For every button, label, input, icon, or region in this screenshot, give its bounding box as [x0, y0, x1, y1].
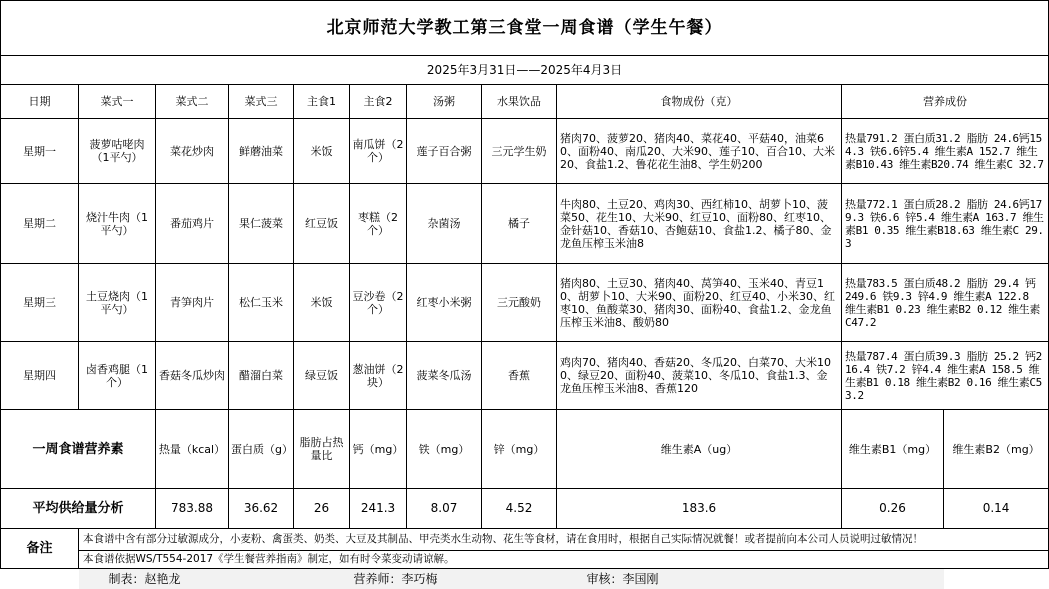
weekly-label: 一周食谱营养素 — [1, 410, 156, 489]
table-row — [1, 342, 1049, 410]
nutrition-cell: 热量772.1 蛋白质28.2 脂肪 24.6钙179.3 铁6.6 锌5.4 维生素A 163.7 维生素B1 0.35 维生素B18.63 维生素C 29.3 — [842, 184, 1049, 264]
weekly-heat: 热量（kcal） — [156, 410, 229, 489]
soup-cell: 红枣小米粥 — [407, 264, 482, 342]
dish2-cell: 番茄鸡片 — [156, 184, 229, 264]
staple2-cell: 葱油饼（2块） — [350, 342, 407, 410]
remarks-line2: 本食谱依据WS/T554-2017《学生餐营养指南》制定，如有时令菜变动请谅解。 — [79, 551, 1049, 569]
dish1-cell: 土豆烧肉（1平勺） — [79, 264, 156, 342]
dish2-cell: 香菇冬瓜炒肉 — [156, 342, 229, 410]
average-vita: 183.6 — [557, 489, 842, 529]
header-soup: 汤粥 — [407, 85, 482, 119]
weekly-header-row — [1, 410, 1049, 489]
staple1-cell: 米饭 — [294, 264, 350, 342]
dish2-cell: 青笋肉片 — [156, 264, 229, 342]
nutrition-cell: 热量783.5 蛋白质48.2 脂肪 29.4 钙 249.6 铁9.3 锌4.9 维生素A 122.8 维生素B1 0.23 维生素B2 0.12 维生素C47.2 — [842, 264, 1049, 342]
soup-cell: 莲子百合粥 — [407, 119, 482, 184]
remarks-label: 备注 — [1, 529, 79, 569]
day-label: 星期四 — [1, 342, 79, 410]
remarks-line1: 本食谱中含有部分过敏源成分，小麦粉、禽蛋类、奶类、大豆及其制品、甲壳类水生动物、花生等食材，请在食用时，根据自己实际情况就餐！或者提前向本公司人员说明过敏情况！ — [79, 529, 1049, 551]
table-row — [1, 264, 1049, 342]
nutrition-cell: 热量791.2 蛋白质31.2 脂肪 24.6钙154.3 铁6.6锌5.4 维生素A 152.7 维生素B10.43 维生素B20.74 维生素C 32.7 — [842, 119, 1049, 184]
header-day: 日期 — [1, 85, 79, 119]
signature-spacer-end — [944, 569, 1049, 589]
soup-cell: 菠菜冬瓜汤 — [407, 342, 482, 410]
average-zinc: 4.52 — [482, 489, 557, 529]
header-dish3: 菜式三 — [229, 85, 294, 119]
ingredients-cell: 猪肉70、菠萝20、猪肉40、菜花40、平菇40，油菜60、面粉40、南瓜20、大米90、莲子10、百合10、大米20、食盐1.2、鲁花花生油8、学生奶200 — [557, 119, 842, 184]
staple2-cell: 枣糕（2个） — [350, 184, 407, 264]
dish2-cell: 菜花炒肉 — [156, 119, 229, 184]
dish1-cell: 菠萝咕咾肉（1平勺） — [79, 119, 156, 184]
header-nutrition: 营养成份 — [842, 85, 1049, 119]
staple1-cell: 米饭 — [294, 119, 350, 184]
weekly-iron: 铁（mg） — [407, 410, 482, 489]
dish3-cell: 松仁玉米 — [229, 264, 294, 342]
header-dish1: 菜式一 — [79, 85, 156, 119]
reviewer-signature: 审核：李国刚 — [557, 569, 944, 589]
ingredients-cell: 鸡肉70、猪肉40、香菇20、冬瓜20、白菜70、大米100、绿豆20、面粉40、菠菜10、冬瓜10、食盐1.3、金龙鱼压榨玉米油8、香蕉120 — [557, 342, 842, 410]
weekly-calcium: 钙（mg） — [350, 410, 407, 489]
average-fat-ratio: 26 — [294, 489, 350, 529]
staple1-cell: 绿豆饭 — [294, 342, 350, 410]
fruit-cell: 三元酸奶 — [482, 264, 557, 342]
header-staple2: 主食2 — [350, 85, 407, 119]
weekly-zinc: 锌（mg） — [482, 410, 557, 489]
nutrition-cell: 热量787.4 蛋白质39.3 脂肪 25.2 钙216.4 铁7.2 锌4.4 维生素A 158.5 维生素B1 0.18 维生素B2 0.16 维生素C53.2 — [842, 342, 1049, 410]
header-staple1: 主食1 — [294, 85, 350, 119]
header-row — [1, 85, 1049, 119]
weekly-vitb1: 维生素B1（mg） — [842, 410, 944, 489]
fruit-cell: 香蕉 — [482, 342, 557, 410]
dish1-cell: 烧汁牛肉（1平勺） — [79, 184, 156, 264]
fruit-cell: 橘子 — [482, 184, 557, 264]
day-label: 星期二 — [1, 184, 79, 264]
remarks-row — [1, 529, 1049, 551]
table-row — [1, 119, 1049, 184]
ingredients-cell: 猪肉80、土豆30、猪肉40、莴笋40、玉米40、青豆10、胡萝卜10、大米90、面粉20、红豆40、小米30、红枣10、鱼酸菜30、猪肉30、面粉40、食盐1.2、金龙鱼压榨玉米油8、酸奶80 — [557, 264, 842, 342]
dish3-cell: 果仁菠菜 — [229, 184, 294, 264]
ingredients-cell: 牛肉80、土豆20、鸡肉30、西红柿10、胡萝卜10、菠菜50、花生10、大米90、红豆10、面粉80、红枣10、金针菇10、香菇10、杏鲍菇10、食盐1.2、橘子80、金龙鱼压榨玉米油8 — [557, 184, 842, 264]
staple2-cell: 南瓜饼（2个） — [350, 119, 407, 184]
header-dish2: 菜式二 — [156, 85, 229, 119]
nutritionist-signature: 营养师：李巧梅 — [294, 569, 557, 589]
average-vitb1: 0.26 — [842, 489, 944, 529]
weekly-protein: 蛋白质（g） — [229, 410, 294, 489]
average-heat: 783.88 — [156, 489, 229, 529]
average-row — [1, 489, 1049, 529]
day-label: 星期一 — [1, 119, 79, 184]
signature-row — [1, 569, 1049, 589]
staple2-cell: 豆沙卷（2个） — [350, 264, 407, 342]
average-label: 平均供给量分析 — [1, 489, 156, 529]
weekly-fat-ratio: 脂肪占热量比 — [294, 410, 350, 489]
maker-signature: 制表：赵艳龙 — [79, 569, 294, 589]
page-title: 北京师范大学教工第三食堂一周食谱（学生午餐） — [1, 1, 1049, 56]
date-range: 2025年3月31日——2025年4月3日 — [1, 56, 1049, 85]
average-protein: 36.62 — [229, 489, 294, 529]
dish1-cell: 卤香鸡腿（1个） — [79, 342, 156, 410]
dish3-cell: 鲜蘑油菜 — [229, 119, 294, 184]
weekly-vita: 维生素A（ug） — [557, 410, 842, 489]
signature-spacer — [1, 569, 79, 589]
table-row — [1, 184, 1049, 264]
average-iron: 8.07 — [407, 489, 482, 529]
soup-cell: 杂菌汤 — [407, 184, 482, 264]
staple1-cell: 红豆饭 — [294, 184, 350, 264]
weekly-vitb2: 维生素B2（mg） — [944, 410, 1049, 489]
header-fruit: 水果饮品 — [482, 85, 557, 119]
dish3-cell: 醋溜白菜 — [229, 342, 294, 410]
fruit-cell: 三元学生奶 — [482, 119, 557, 184]
remarks-row-2 — [1, 551, 1049, 569]
average-calcium: 241.3 — [350, 489, 407, 529]
header-ingredients: 食物成份（克） — [557, 85, 842, 119]
day-label: 星期三 — [1, 264, 79, 342]
average-vitb2: 0.14 — [944, 489, 1049, 529]
